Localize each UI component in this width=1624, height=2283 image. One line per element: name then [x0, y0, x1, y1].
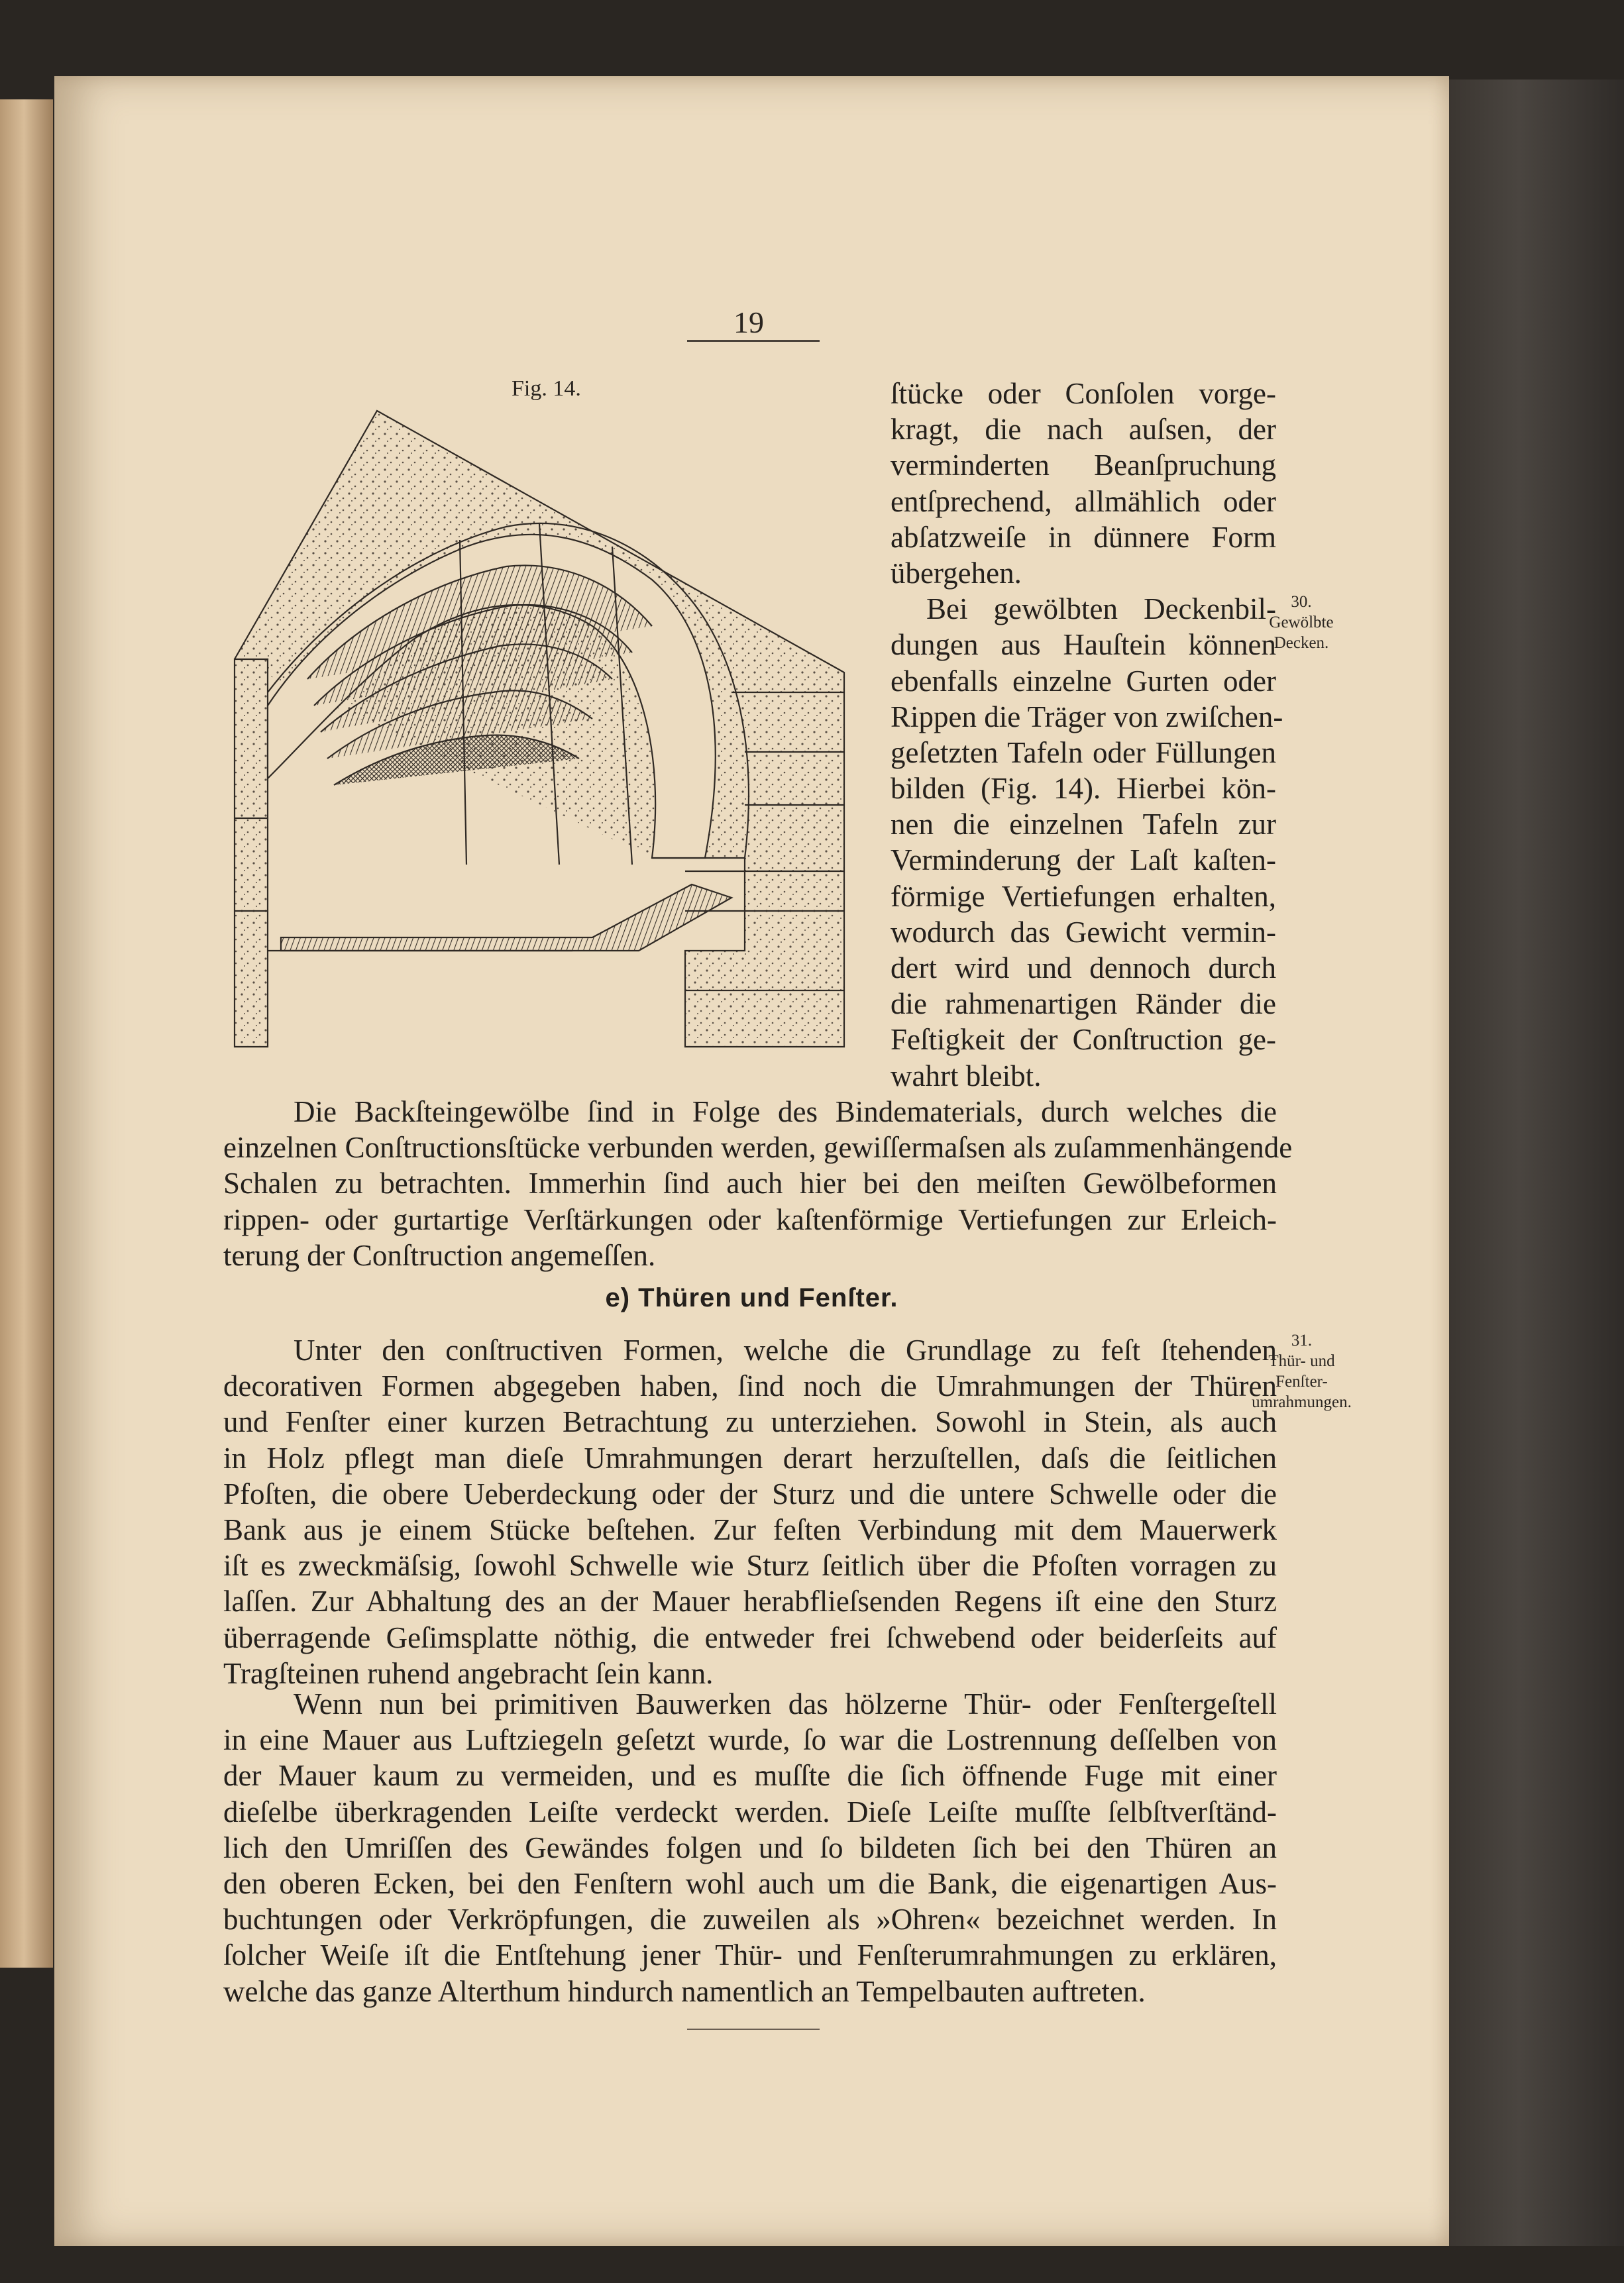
text-line: die rahmenartigen Ränder die — [891, 987, 1276, 1021]
text-line: entſprechend, allmählich oder — [891, 484, 1276, 518]
margin-note-line: Decken. — [1273, 634, 1329, 652]
text-line: Feſtigkeit der Conſtruction ge- — [891, 1023, 1276, 1057]
text-line: rippen- oder gurtartige Verſtärkungen oder kaſtenförmige Vertiefungen zur Erleich- — [223, 1202, 1277, 1236]
text-line: nen die einzelnen Tafeln zur — [891, 808, 1276, 841]
text-line: Wenn nun bei primitiven Bauwerken das hölzerne Thür- oder Fenſtergeſtell — [294, 1687, 1277, 1721]
figure-caption: Fig. 14. — [512, 376, 581, 401]
text-line: geſetzten Tafeln oder Füllungen — [891, 735, 1276, 769]
vault-illustration — [228, 407, 851, 1050]
text-line: dert wird und dennoch durch — [891, 951, 1276, 984]
text-line: Tragſteinen ruhend angebracht ſein kann. — [223, 1656, 714, 1690]
margin-note-number: 31. — [1291, 1332, 1313, 1350]
paragraph-wenn — [223, 1686, 1277, 2009]
text-line: dieſelbe überkragenden Leiſte verdeckt werden. Dieſe Leiſte muſſte ſelbſtverſtänd- — [223, 1795, 1277, 1829]
text-line: abſatzweiſe in dünnere Form — [891, 520, 1276, 554]
text-line: kragt, die nach auſsen, der — [891, 413, 1276, 447]
text-line: laſſen. Zur Abhaltung des an der Mauer herabflieſsenden Regens iſt eine den Sturz — [223, 1585, 1277, 1619]
text-line: Bank aus je einem Stücke beſtehen. Zur feſten Verbindung mit dem Mauerwerk — [223, 1513, 1277, 1546]
margin-note-31 — [1220, 1330, 1383, 1412]
header-rule — [687, 340, 820, 342]
text-line: Schalen zu betrachten. Immerhin ſind auch hier bei den meiſten Gewölbeformen — [223, 1167, 1277, 1200]
margin-note-line: Gewölbte — [1269, 613, 1334, 631]
right-column-text — [891, 376, 1283, 1094]
text-line: Rippen die Träger von zwiſchen- — [891, 700, 1283, 733]
text-line: der Mauer kaum zu vermeiden, und es muſſte die ſich öffnende Fuge mit einer — [223, 1759, 1277, 1793]
text-line: terung der Conſtruction angemeſſen. — [223, 1238, 656, 1272]
text-line: den oberen Ecken, bei den Fenſtern wohl auch um die Bank, die eigenartigen Aus- — [223, 1866, 1277, 1900]
text-line: wahrt bleibt. — [891, 1059, 1042, 1092]
text-line: in eine Mauer aus Luftziegeln geſetzt wurde, ſo war die Lostrennung deſſelben von — [223, 1723, 1277, 1757]
text-line: einzelnen Conſtructionsſtücke verbunden werden, gewiſſermaſsen als zuſammenhängende — [223, 1131, 1293, 1165]
left-page-edge — [0, 99, 53, 1968]
margin-note-30 — [1228, 592, 1374, 653]
margin-note-line: umrahmungen. — [1252, 1393, 1352, 1411]
paragraph-unter — [223, 1332, 1277, 1691]
text-line: förmige Vertiefungen erhalten, — [891, 879, 1276, 913]
text-line: Die Backſteingewölbe ſind in Folge des Bindematerials, durch welches die — [294, 1095, 1277, 1128]
margin-note-line: Thür- und — [1268, 1352, 1335, 1370]
text-line: und Fenſter einer kurzen Betrachtung zu unterziehen. Sowohl in Stein, als auch — [223, 1405, 1277, 1439]
section-heading: e) Thüren und Fenſter. — [605, 1283, 898, 1312]
text-line: decorativen Formen abgegeben haben, ſind noch die Umrahmungen der Thüren — [223, 1369, 1277, 1403]
text-line: ebenfalls einzelne Gurten oder — [891, 664, 1276, 698]
book-cover-edge — [1449, 80, 1624, 2246]
text-line: Pfoſten, die obere Ueberdeckung oder der Sturz und die untere Schwelle oder die — [223, 1477, 1277, 1511]
book-page — [54, 76, 1449, 2246]
text-line: Bei gewölbten Deckenbil- — [926, 592, 1276, 626]
footer-rule — [687, 2029, 820, 2030]
text-line: überragende Geſimsplatte nöthig, die entweder frei ſchwebend oder beiderſeits auf — [223, 1620, 1277, 1654]
text-line: in Holz pflegt man dieſe Umrahmungen derart herzuſtellen, daſs die ſeitlichen — [223, 1441, 1277, 1475]
text-line: lich den Umriſſen des Gewändes folgen und ſo bildeten ſich bei den Thüren an — [223, 1831, 1277, 1864]
text-line: Verminderung der Laſt kaſten- — [891, 843, 1276, 877]
text-line: iſt es zweckmäſsig, ſowohl Schwelle wie Sturz ſeitlich über die Pfoſten vorragen zu — [223, 1549, 1277, 1583]
text-line: ſolcher Weiſe iſt die Entſtehung jener Thür- und Fenſterumrahmungen zu erklären, — [223, 1938, 1277, 1972]
text-line: Unter den conſtructiven Formen, welche die Grundlage zu feſt ſtehenden — [294, 1334, 1277, 1367]
text-line: übergehen. — [891, 556, 1022, 590]
paragraph-backstein — [223, 1094, 1293, 1273]
text-line: ſtücke oder Conſolen vorge- — [891, 377, 1276, 410]
text-line: verminderten Beanſpruchung — [891, 449, 1276, 482]
text-line: dungen aus Hauſtein können — [891, 628, 1276, 662]
margin-note-number: 30. — [1291, 593, 1312, 611]
text-line: buchtungen oder Verkröpfungen, die zuweilen als »Ohren« bezeichnet werden. In — [223, 1903, 1277, 1937]
text-line: welche das ganze Alterthum hindurch namentlich an Tempelbauten auftreten. — [223, 1974, 1146, 2008]
text-line: bilden (Fig. 14). Hierbei kön- — [891, 772, 1276, 806]
text-line: wodurch das Gewicht vermin- — [891, 915, 1276, 949]
page-number: 19 — [733, 305, 764, 339]
margin-note-line: Fenſter- — [1275, 1373, 1328, 1391]
